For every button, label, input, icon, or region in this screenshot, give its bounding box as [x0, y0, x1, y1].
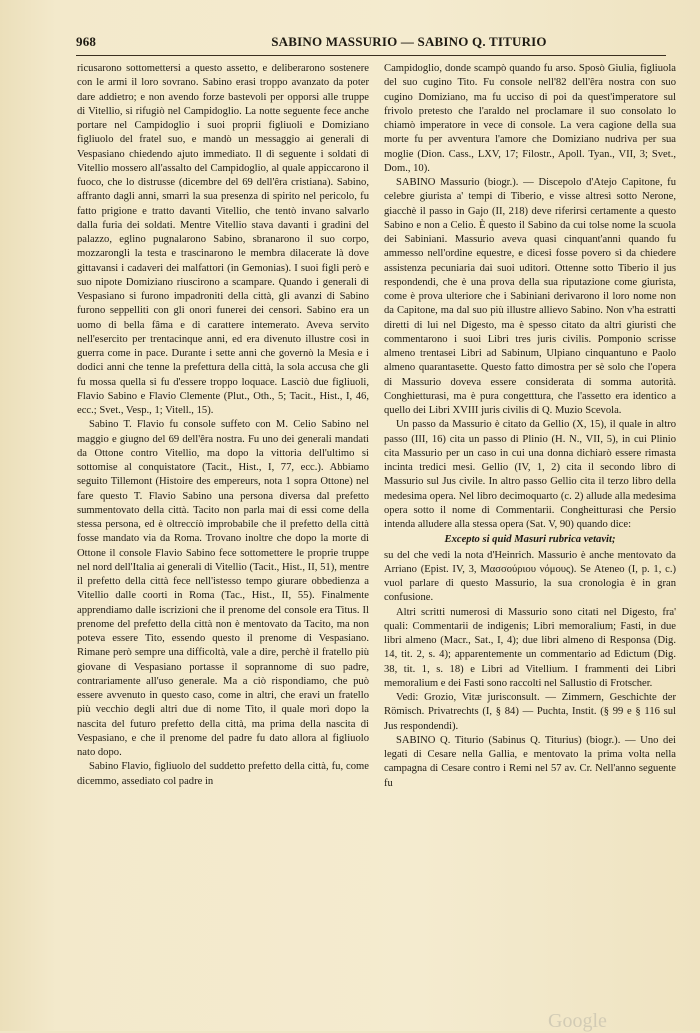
page-header — [76, 34, 662, 52]
page-number: 968 — [76, 34, 97, 49]
header-rule — [76, 55, 666, 56]
paragraph: Sabino Flavio, figliuolo del suddetto prefetto della città, fu, come dicemmo, assediato col padre in — [77, 761, 369, 787]
paragraph: su del che vedi la nota d'Heinrich. Massurio è anche mentovato da Arriano (Epist. IV, 3, Μασσούριου νόμους). Se Ateneo (I, p. 1, c.) vuol parlare di questo Massurio, la sua cronologia è in gran confusione. — [384, 549, 676, 604]
running-title: SABINO MASSURIO — SABINO Q. TITURIO — [271, 34, 547, 49]
paragraph: Sabino T. Flavio fu console suffeto con M. Celio Sabino nel maggio e giugno del 69 dell'êra nostra. Fu uno dei generali mandati da Ottone contro Vitellio, ma dopo la vittoria dell'ultimo si sottomise al conquistatore (Tacit., Hist., I, 77, ecc.). Abbiamo seguito Tillemont (Histoire des empereurs, nota 1 sopra Ottone) nel fare questo T. Flavio Sabino una persona diversa dal prefetto summentovato della città. Tacito non parla mai di essi come della stessa persona, ed è oltreccíò improbabile che il prefetto della città fosse mandato via da Roma. Trovano inoltre che dopo la morte di Ottone il console Flavio Sabino fece sottomettere le proprie truppe nel nord dell'Italia ai generali di Vitellio (Tacit., Hist., II, 51), mentre il prefetto della città fece nell'istesso tempo giurare obbedienza a Vitellio dalle coorti in Roma (Tac., Hist., II, 55). Finalmente apprendiamo dalle iscrizioni che il prenome del console era Titus. Il prenome del prefetto della città non è mentovato da Tacito, ma non poteva essere Tito, essendo questo il prenome di Vespasiano. Rimane però sempre una difficoltà, vale a dire, perchè il fratello più giovane di Vespasiano portasse il soprannome di suo padre, contrariamente all'uso generale. Ma a ciò rispondiamo, che può essere avvenuto in questo caso, come in altri, che eravi un fratello più vecchio degli altri due di nome Tito, il quale morì dopo la nascita del futuro prefetto della città, ma prima della nascita di Vespasiano, e che il prenome del padre fu dato allora al figliuolo nato dopo. — [77, 419, 369, 758]
paragraph: Vedi: Grozio, Vitæ jurisconsult. — Zimmern, Geschichte der Römisch. Privatrechts (I, § 84) — Puchta, Instit. (§ 99 e § 116 sul Jus respondendi). — [384, 692, 676, 732]
paragraph: Altri scritti numerosi di Massurio sono citati nel Digesto, fra' quali: Commentarii de indigenis; Libri memoralium; Fasti, in due libri almeno (Macr., Sat., I, 4); due libri almeno di Responsa (Dig. 14, tit. 2, s. 4); apparentemente un commentario ad Edictum (Dig. 38, tit. 1, s. 18) e Libri ad Vitellium. I frammenti dei Libri memoralium e dei Fasti sono raccolti nel Sallustio di Frotscher. — [384, 606, 676, 689]
paragraph: ricusarono sottomettersi a questo assetto, e deliberarono sostenere con le armi il loro sovrano. Sabino erasi troppo avanzato da poter dare addietro; e non avendo forze bastevoli per opporsi alle truppe di Vitellio, si rifugiò nel Campidoglio. La notte seguente fece anche portare nel Campidoglio i suoi proprii figliuoli e Domiziano figliuolo del fratel suo, e mandò un messaggio ai generali di Vespasiano chiedendo ajuto immediato. Il dì seguente i soldati di Vitellio mossero all'assalto del Campidoglio, al quale appiccarono il fuoco, che lo distrusse (dicembre del 69 dell'êra cristiana). Sabino, affranto dagli anni, smarrì la sua presenza di spirito nel pericolo, fu fatto prigione e tratto davanti Vitellio, che tentò invano salvarlo dalla furia dei soldati. Mentre Vitellio stava davanti i gradini del palazzo, eglino pugnalarono Sabino, sbranarono il suo corpo, mozzarongli la testa e trascinarono le membra dilacerate là dove gittavansi i cadaveri dei malfattori (in Gemonias). I suoi figli però e suo nipote Domiziano riuscirono a scampare. Quando i generali di Vespasiano si furono impadroniti della città, gli avanzi di Sabino furono seppelliti con gli onori funerei dei censori. Sabino era un uomo di bella fâma e di carattere intemerato. Aveva servito nell'esercito per trentacinque anni, ed era divenuto illustre così in guerra come in pace. Durante i sette anni che governò la Mesia e i dodici anni che tenne la prefettura della città, la sola accusa che gli fu mossa quella si fu d'essere troppo loquace. Lasciò due figliuoli, Flavio Sabino e Flavio Clemente (Plut., Oth., 5; Tacit., Hist., I, 46, ecc.; Svet., Vesp., 1; Vitell., 15). — [77, 63, 369, 416]
paragraph: SABINO Q. Titurio (Sabinus Q. Titurius) (biogr.). — Uno dei legati di Cesare nella Gallia, e mentovato la prima volta nella campagna di Cesare contro i Remi nel 57 av. Cr. Nell'anno seguente fu — [384, 734, 676, 789]
watermark: Google — [548, 1010, 607, 1032]
right-column — [384, 62, 676, 791]
paragraph: Campidoglio, donde scampò quando fu arso. Sposò Giulia, figliuola del suo cugino Tito. Fu console nell'82 dell'êra nostra con suo cugino Domiziano, ma fu ucciso di poi da quest'imperatore sul frivolo pretesto che l'araldo nel proclamare il suo consolato lo chiamò imperatore in vece di console. La vera cagione della sua morte fu per avventura l'amore che Domiziano nudriva per sua moglie (Dion. Cass., LXV, 17; Filostr., Apoll. Tyan., VII, 3; Svet., Dom., 10). — [384, 63, 676, 174]
paragraph: SABINO Massurio (biogr.). — Discepolo d'Atejo Capitone, fu celebre giurista a' tempi di Tiberio, e visse altresì sotto Nerone, giacchè il passo in Gajo (II, 218) deve riferirsi certamente a questo Sabino e non a Celio. È questo il Sabino da cui tolse nome la scuola dei Sabiniani. Massurio aveva quasi cinquant'anni quando fu ammesso nell'ordine equestre, e dicesi fosse povero sì da chiedere assistenza pecuniaria dai suoi uditori. Ottenne sotto Tiberio il jus respondendi, che è una prova della sua riputazione come giurista, come è prova ulteriore che i Sabiniani derivarono il loro nome non da Capitone, ma dal suo più illustre allievo Sabino. Non v'ha estratti diretti di lui nel Digesto, ma è spesso citato da altri giuristi che commentarono i suoi Libri tres juris civilis. Pomponio scrisse almeno trentasei Libri ad Sabinum, Ulpiano cinquantuno e Paolo almeno quarantasette. Questo fatto dimostra per sè solo che l'opera di Massurio doveva essere considerata di somma autorità. Conghietturasi, ma è pura congetttura, che l'assetto era identico a quello dei Libri XVIII juris civilis di Q. Muzio Scevola. — [384, 177, 676, 416]
left-column — [77, 62, 369, 789]
verse-quote: Excepto si quid Masuri rubrica vetavit; — [444, 534, 616, 546]
paragraph: Un passo da Massurio è citato da Gellio (X, 15), il quale in altro passo (III, 16) cita un passo di Plinio (H. N., VII, 5), in cui Plinio cita Massurio per un caso in cui una donna dichiarò essere rimasta incinta tredici mesi. Gellio (IV, 1, 2) cita il secondo libro di Massurio sul Jus civile. In altro passo Gellio cita il terzo libro della medesima opera. Nel libro decimoquarto (c. 2) allude alla medesima opera sotto il nome di Commentarii. Congheitturasi che Persio intenda alludere alla stessa opera (Sat. V, 90) quando dice: — [384, 419, 676, 530]
